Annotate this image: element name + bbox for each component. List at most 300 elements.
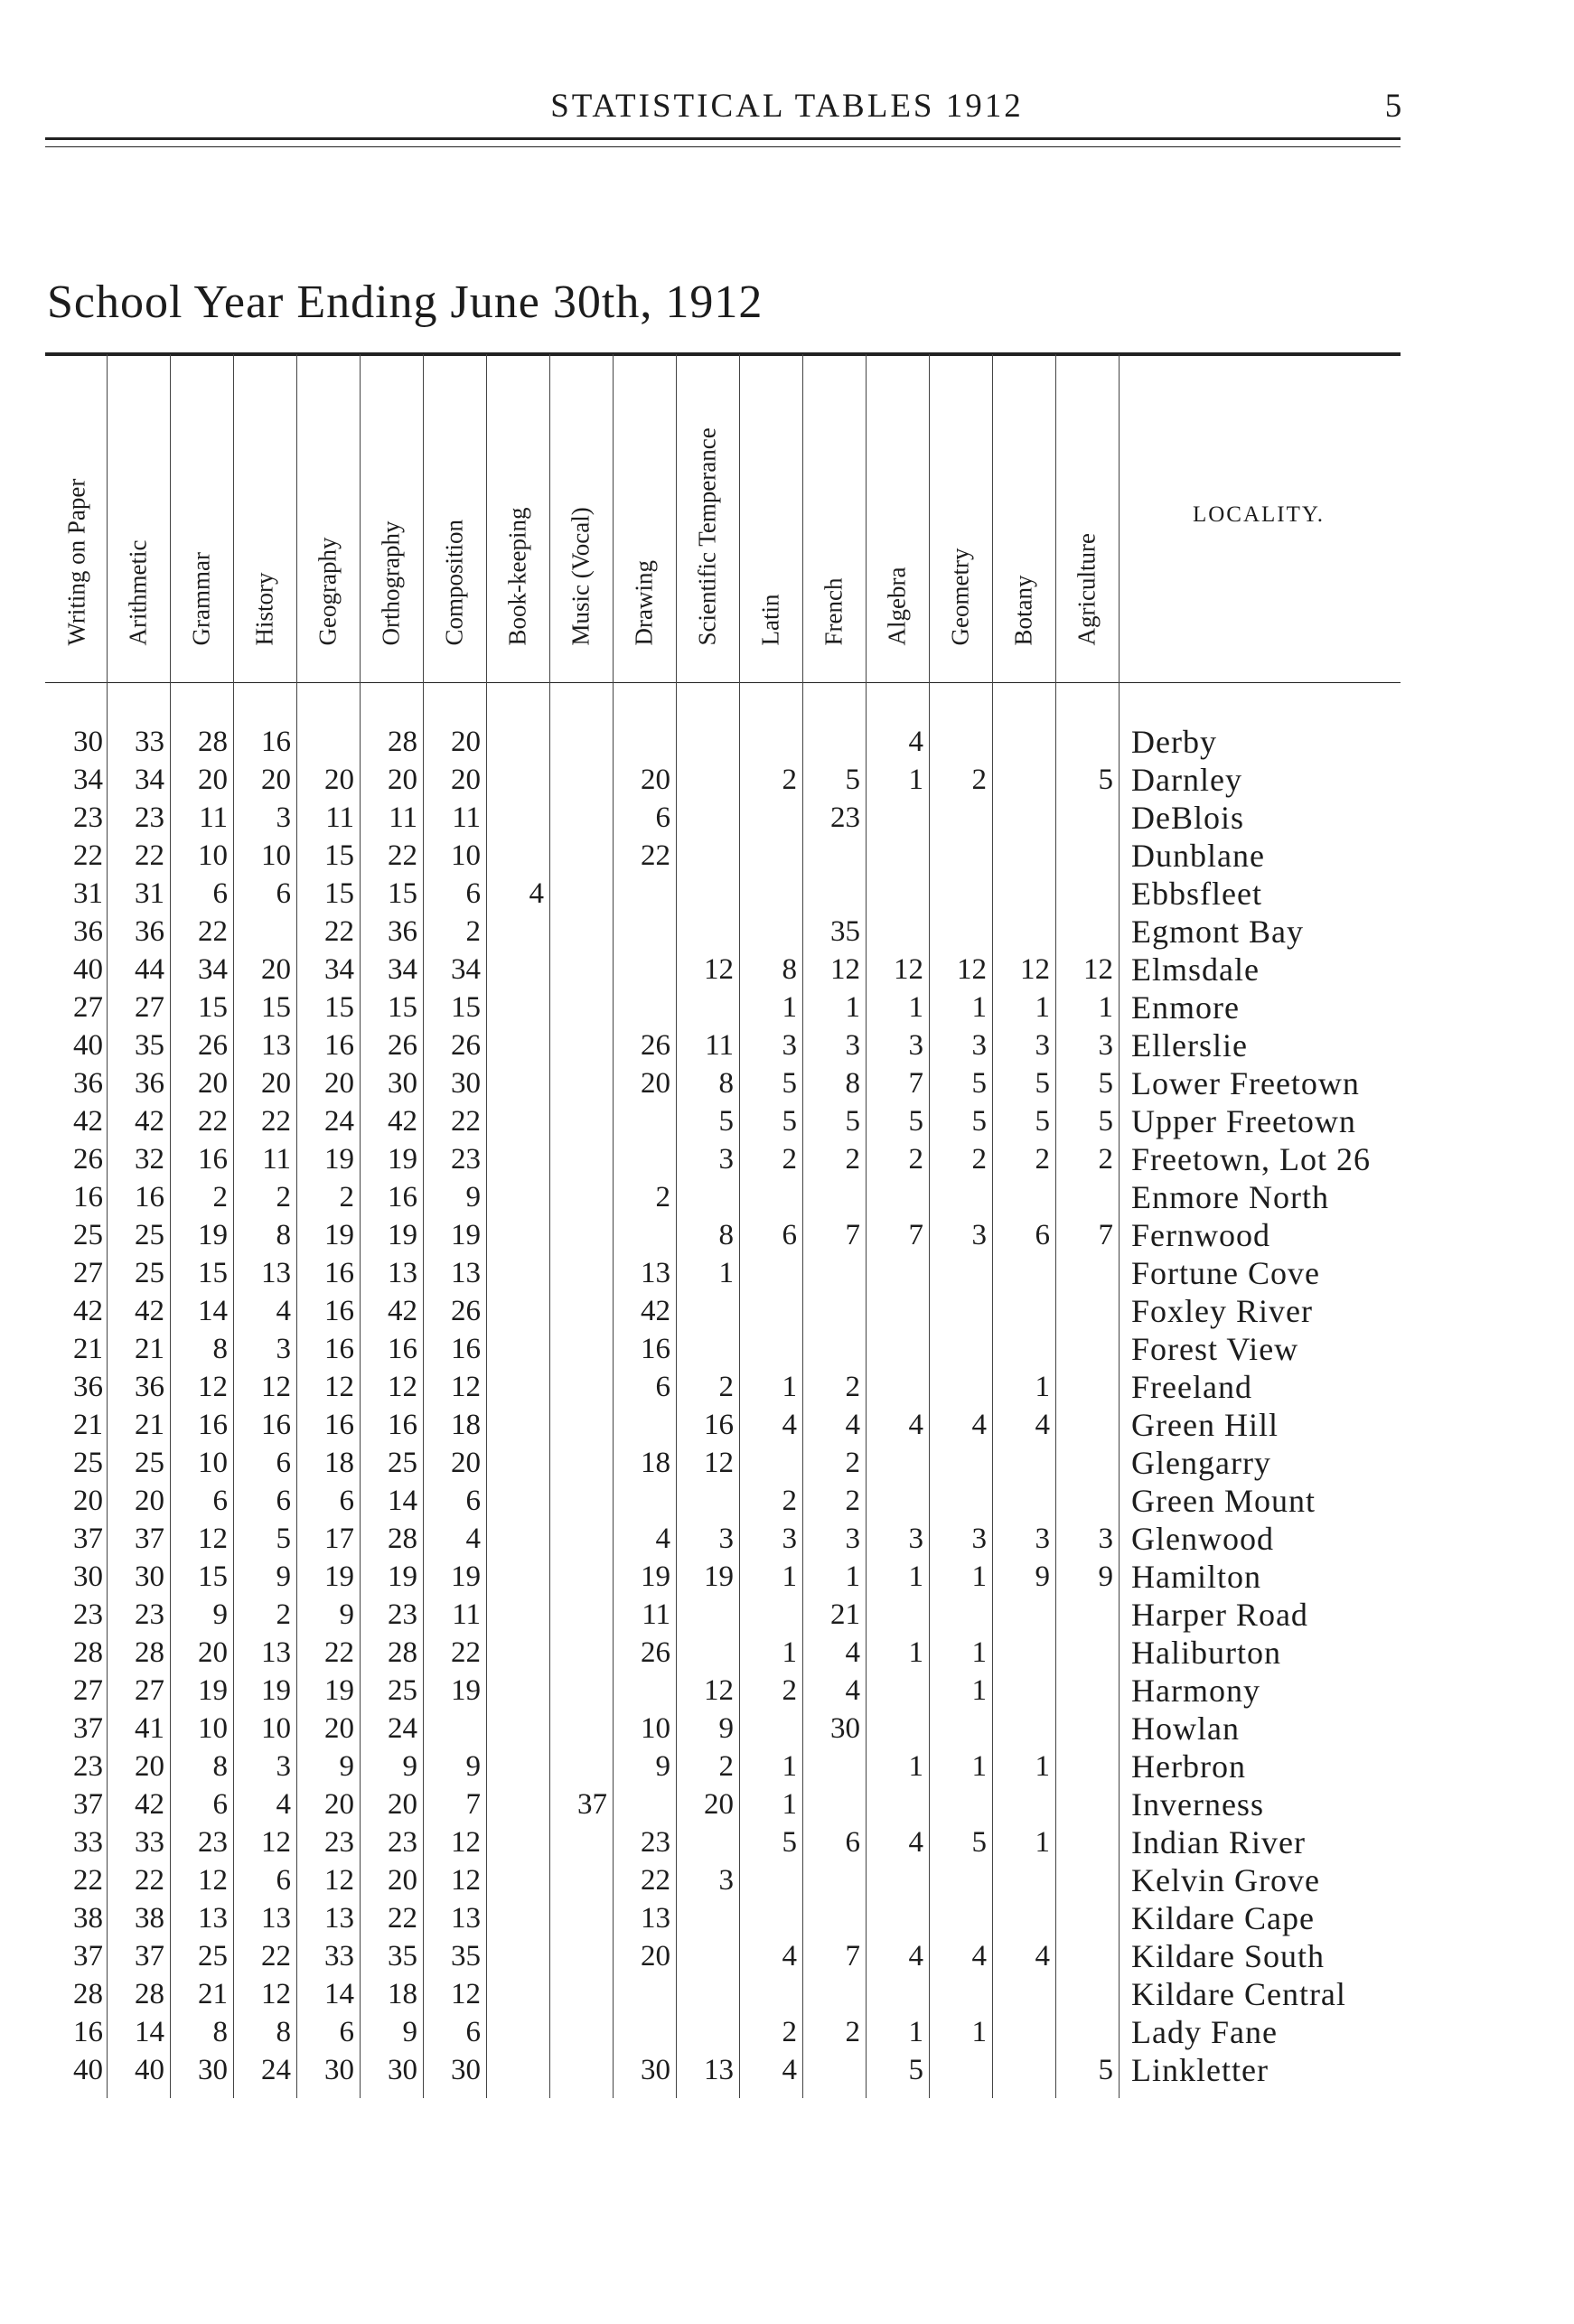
table-cell: 2 — [971, 764, 987, 796]
table-row — [0, 1861, 1574, 1899]
table-cell: 13 — [451, 1257, 481, 1289]
table-cell: 11 — [325, 801, 354, 834]
table-cell: 19 — [451, 1674, 481, 1707]
table-cell: 10 — [198, 839, 228, 872]
table-cell: 33 — [324, 1940, 354, 1973]
table-cell — [739, 1292, 802, 1330]
table-cell: 37 — [73, 1788, 103, 1821]
table-row — [0, 1254, 1574, 1292]
table-cell — [549, 1444, 613, 1482]
table-row — [0, 1937, 1574, 1975]
table-cell: 1 — [971, 1674, 987, 1707]
table-cell: 3 — [276, 1750, 291, 1783]
table-cell — [739, 1899, 802, 1937]
table-cell: 35 — [451, 1940, 481, 1973]
table-cell: 28 — [388, 726, 417, 758]
table-cell: 26 — [641, 1029, 670, 1062]
table-cell: 16 — [388, 1181, 417, 1214]
table-cell: 5 — [782, 1826, 797, 1859]
table-cell: 23 — [73, 1750, 103, 1783]
table-cell — [486, 1785, 549, 1823]
table-cell — [486, 951, 549, 989]
column-header — [107, 356, 170, 678]
column-header — [45, 356, 108, 678]
table-cell: 1 — [1098, 991, 1113, 1024]
table-cell: 13 — [261, 1029, 291, 1062]
table-cell — [486, 1823, 549, 1861]
column-header — [360, 356, 423, 678]
table-cell — [929, 1482, 992, 1520]
table-cell: 1 — [782, 1788, 797, 1821]
locality-name: Green Mount — [1131, 1483, 1316, 1519]
column-header-label: Music (Vocal) — [567, 507, 595, 646]
table-cell — [802, 1330, 866, 1368]
table-cell: 36 — [388, 915, 417, 948]
table-cell: 26 — [388, 1029, 417, 1062]
table-cell — [613, 1216, 676, 1254]
table-cell — [1055, 1178, 1119, 1216]
table-cell: 1 — [971, 1636, 987, 1669]
table-cell: 23 — [135, 1598, 164, 1631]
table-cell — [992, 1292, 1055, 1330]
table-cell: 35 — [135, 1029, 164, 1062]
table-cell — [486, 989, 549, 1026]
column-header-label: French — [820, 577, 848, 646]
table-cell: 2 — [465, 915, 481, 948]
table-cell: 3 — [1098, 1523, 1113, 1555]
table-cell: 12 — [324, 1371, 354, 1403]
table-cell: 22 — [73, 1864, 103, 1897]
table-cell — [676, 913, 739, 951]
table-cell — [549, 761, 613, 799]
table-cell: 16 — [324, 1295, 354, 1327]
table-cell: 4 — [908, 1826, 923, 1859]
table-cell: 40 — [73, 953, 103, 986]
table-cell: 25 — [388, 1447, 417, 1479]
table-cell: 3 — [971, 1219, 987, 1251]
table-cell: 1 — [845, 991, 860, 1024]
table-cell: 5 — [971, 1826, 987, 1859]
table-cell: 42 — [641, 1295, 670, 1327]
table-cell: 17 — [324, 1523, 354, 1555]
table-cell: 5 — [1035, 1067, 1050, 1100]
column-header-label: Botany — [1009, 575, 1037, 646]
table-cell — [676, 1899, 739, 1937]
locality-name: Enmore North — [1131, 1179, 1329, 1215]
table-cell: 16 — [135, 1181, 164, 1214]
table-cell: 20 — [73, 1485, 103, 1517]
table-row — [0, 1748, 1574, 1785]
table-cell: 30 — [198, 2054, 228, 2086]
table-cell: 30 — [451, 1067, 481, 1100]
table-cell: 38 — [73, 1902, 103, 1935]
table-cell: 37 — [135, 1523, 164, 1555]
column-header — [486, 356, 549, 678]
table-cell: 19 — [641, 1560, 670, 1593]
table-cell: 28 — [388, 1636, 417, 1669]
table-cell: 13 — [324, 1902, 354, 1935]
table-cell: 42 — [73, 1295, 103, 1327]
table-cell — [549, 723, 613, 761]
table-cell — [992, 2013, 1055, 2051]
column-header — [170, 356, 233, 678]
table-cell — [676, 723, 739, 761]
table-cell — [929, 1596, 992, 1634]
table-cell: 30 — [73, 726, 103, 758]
table-cell — [486, 2051, 549, 2089]
table-cell: 15 — [198, 991, 228, 1024]
table-cell: 16 — [198, 1143, 228, 1176]
table-cell: 23 — [830, 801, 860, 834]
table-cell: 10 — [198, 1447, 228, 1479]
table-cell: 20 — [135, 1485, 164, 1517]
table-cell — [1055, 1292, 1119, 1330]
table-cell: 42 — [73, 1105, 103, 1138]
table-cell — [802, 1748, 866, 1785]
table-cell: 22 — [451, 1636, 481, 1669]
table-cell — [1055, 1444, 1119, 1482]
table-row — [0, 1064, 1574, 1102]
table-cell: 2 — [908, 1143, 923, 1176]
locality-name: Lady Fane — [1131, 2014, 1278, 2050]
column-header-label: Latin — [756, 594, 784, 646]
column-header — [992, 356, 1055, 678]
locality-name: Kelvin Grove — [1131, 1862, 1320, 1898]
table-cell: 16 — [261, 1409, 291, 1441]
table-cell — [802, 1785, 866, 1823]
table-cell: 19 — [388, 1560, 417, 1593]
table-cell: 6 — [782, 1219, 797, 1251]
table-cell: 1 — [782, 991, 797, 1024]
table-cell: 25 — [198, 1940, 228, 1973]
table-cell: 14 — [135, 2016, 164, 2048]
locality-name: Glenwood — [1131, 1521, 1274, 1557]
table-cell — [549, 1406, 613, 1444]
table-cell — [739, 1710, 802, 1748]
table-cell: 30 — [135, 1560, 164, 1593]
table-cell: 2 — [782, 1674, 797, 1707]
table-cell: 11 — [452, 801, 481, 834]
table-cell: 12 — [261, 1826, 291, 1859]
column-header — [929, 356, 992, 678]
table-cell: 1 — [971, 991, 987, 1024]
page-number: 5 — [1384, 88, 1402, 125]
table-cell: 21 — [830, 1598, 860, 1631]
table-cell: 4 — [971, 1409, 987, 1441]
table-cell: 4 — [782, 1409, 797, 1441]
table-cell: 19 — [324, 1560, 354, 1593]
table-cell — [1055, 1823, 1119, 1861]
table-cell: 5 — [845, 1105, 860, 1138]
column-header — [549, 356, 613, 678]
table-cell — [802, 1975, 866, 2013]
column-header-label: Composition — [440, 519, 468, 646]
table-cell: 20 — [451, 764, 481, 796]
table-cell: 11 — [642, 1598, 670, 1631]
locality-name: Howlan — [1131, 1710, 1240, 1747]
table-cell: 1 — [971, 2016, 987, 2048]
table-cell — [992, 913, 1055, 951]
table-cell — [992, 1899, 1055, 1937]
table-cell — [549, 1899, 613, 1937]
table-cell: 22 — [198, 1105, 228, 1138]
table-cell: 4 — [655, 1523, 670, 1555]
column-header-label: Scientific Temperance — [693, 427, 721, 646]
table-cell — [929, 1330, 992, 1368]
table-cell: 38 — [135, 1902, 164, 1935]
table-cell: 22 — [135, 1864, 164, 1897]
table-cell: 30 — [830, 1712, 860, 1745]
table-cell: 20 — [261, 764, 291, 796]
table-cell — [613, 723, 676, 761]
table-cell: 30 — [324, 2054, 354, 2086]
table-cell: 7 — [845, 1940, 860, 1973]
table-cell — [1055, 837, 1119, 875]
table-row — [0, 761, 1574, 799]
table-cell: 1 — [782, 1636, 797, 1669]
table-cell — [1055, 875, 1119, 913]
table-cell — [802, 723, 866, 761]
table-cell: 30 — [451, 2054, 481, 2086]
table-cell — [613, 1140, 676, 1178]
table-cell — [613, 1406, 676, 1444]
table-cell — [929, 1368, 992, 1406]
table-cell: 1 — [1035, 1750, 1050, 1783]
table-cell — [802, 875, 866, 913]
table-cell — [676, 1634, 739, 1672]
table-cell: 5 — [971, 1105, 987, 1138]
table-cell: 4 — [908, 1940, 923, 1973]
table-cell — [866, 1482, 929, 1520]
table-cell — [549, 913, 613, 951]
table-cell — [1055, 1330, 1119, 1368]
table-cell — [929, 1710, 992, 1748]
table-cell: 16 — [324, 1029, 354, 1062]
table-cell: 19 — [324, 1143, 354, 1176]
table-cell: 31 — [73, 877, 103, 910]
table-cell: 34 — [324, 953, 354, 986]
table-cell — [739, 1861, 802, 1899]
table-cell — [549, 1368, 613, 1406]
table-cell: 35 — [830, 915, 860, 948]
table-cell — [549, 1254, 613, 1292]
table-cell: 20 — [451, 726, 481, 758]
table-row — [0, 723, 1574, 761]
table-cell: 34 — [73, 764, 103, 796]
table-cell — [739, 799, 802, 837]
table-cell: 13 — [261, 1257, 291, 1289]
table-cell: 13 — [641, 1257, 670, 1289]
table-cell: 10 — [261, 839, 291, 872]
table-cell: 21 — [198, 1978, 228, 2010]
table-cell: 27 — [135, 991, 164, 1024]
table-cell: 15 — [388, 877, 417, 910]
table-cell — [486, 1026, 549, 1064]
table-cell: 28 — [135, 1636, 164, 1669]
table-cell: 16 — [641, 1333, 670, 1365]
table-cell: 12 — [451, 1371, 481, 1403]
table-cell — [739, 837, 802, 875]
table-row — [0, 1558, 1574, 1596]
table-cell — [486, 1444, 549, 1482]
table-cell: 1 — [908, 2016, 923, 2048]
table-cell — [992, 2051, 1055, 2089]
table-cell: 34 — [135, 764, 164, 796]
table-cell: 27 — [135, 1674, 164, 1707]
table-cell: 34 — [198, 953, 228, 986]
table-cell: 23 — [451, 1143, 481, 1176]
column-header — [1055, 356, 1119, 678]
table-cell: 16 — [704, 1409, 734, 1441]
table-row — [0, 951, 1574, 989]
table-cell — [549, 989, 613, 1026]
table-cell: 20 — [198, 764, 228, 796]
table-cell — [992, 1596, 1055, 1634]
table-cell — [486, 1672, 549, 1710]
table-cell: 20 — [198, 1636, 228, 1669]
table-cell: 6 — [212, 1788, 228, 1821]
table-cell: 3 — [845, 1029, 860, 1062]
table-cell: 12 — [451, 1826, 481, 1859]
table-cell — [929, 2051, 992, 2089]
table-cell: 9 — [465, 1181, 481, 1214]
table-cell: 36 — [135, 1067, 164, 1100]
table-cell — [613, 989, 676, 1026]
table-cell: 19 — [451, 1219, 481, 1251]
table-cell — [486, 1937, 549, 1975]
table-cell: 16 — [451, 1333, 481, 1365]
table-cell: 27 — [73, 1674, 103, 1707]
column-header — [739, 356, 802, 678]
column-header — [296, 356, 360, 678]
table-cell: 4 — [845, 1674, 860, 1707]
table-cell: 15 — [388, 991, 417, 1024]
table-cell: 2 — [845, 1143, 860, 1176]
table-cell: 20 — [388, 1788, 417, 1821]
table-cell: 37 — [73, 1940, 103, 1973]
table-cell — [613, 2013, 676, 2051]
table-cell: 3 — [908, 1029, 923, 1062]
table-cell — [549, 1520, 613, 1558]
table-cell — [739, 1254, 802, 1292]
table-cell: 16 — [73, 2016, 103, 2048]
table-row — [0, 2013, 1574, 2051]
table-cell — [992, 1975, 1055, 2013]
table-cell: 4 — [465, 1523, 481, 1555]
table-cell — [866, 1444, 929, 1482]
table-cell: 36 — [73, 1067, 103, 1100]
table-cell: 22 — [451, 1105, 481, 1138]
table-cell: 19 — [451, 1560, 481, 1593]
table-cell: 22 — [324, 1636, 354, 1669]
column-header-label: Book-keeping — [503, 507, 531, 646]
table-cell: 30 — [641, 2054, 670, 2086]
table-cell: 15 — [324, 839, 354, 872]
table-cell — [866, 1178, 929, 1216]
table-cell — [1055, 1937, 1119, 1975]
table-cell: 19 — [261, 1674, 291, 1707]
locality-name: Kildare Cape — [1131, 1900, 1315, 1936]
table-row — [0, 1482, 1574, 1520]
table-cell: 1 — [1035, 1371, 1050, 1403]
table-cell: 5 — [718, 1105, 734, 1138]
table-cell: 36 — [73, 915, 103, 948]
table-cell — [992, 723, 1055, 761]
table-cell: 3 — [718, 1864, 734, 1897]
table-cell — [486, 799, 549, 837]
table-cell: 25 — [73, 1447, 103, 1479]
table-cell — [676, 837, 739, 875]
table-cell: 19 — [704, 1560, 734, 1593]
table-cell — [739, 723, 802, 761]
table-cell: 13 — [388, 1257, 417, 1289]
table-cell: 12 — [894, 953, 923, 986]
table-cell: 44 — [135, 953, 164, 986]
table-cell: 15 — [198, 1560, 228, 1593]
table-cell: 12 — [198, 1371, 228, 1403]
table-cell — [1055, 1899, 1119, 1937]
table-cell: 36 — [73, 1371, 103, 1403]
table-cell: 3 — [718, 1143, 734, 1176]
table-cell: 9 — [402, 1750, 417, 1783]
table-cell: 20 — [388, 1864, 417, 1897]
table-cell: 4 — [845, 1409, 860, 1441]
table-cell — [486, 1710, 549, 1748]
table-row — [0, 1710, 1574, 1748]
table-cell: 28 — [198, 726, 228, 758]
table-cell: 2 — [1035, 1143, 1050, 1176]
table-cell: 36 — [135, 1371, 164, 1403]
table-cell: 8 — [782, 953, 797, 986]
table-cell: 3 — [276, 1333, 291, 1365]
table-cell — [929, 723, 992, 761]
table-cell: 6 — [276, 1447, 291, 1479]
column-header — [423, 356, 486, 678]
table-cell — [486, 1520, 549, 1558]
table-cell — [739, 1975, 802, 2013]
table-cell: 12 — [1083, 953, 1113, 986]
table-cell: 1 — [908, 991, 923, 1024]
table-cell: 9 — [465, 1750, 481, 1783]
table-cell: 6 — [276, 1485, 291, 1517]
table-cell: 26 — [451, 1295, 481, 1327]
table-cell: 5 — [971, 1067, 987, 1100]
table-cell: 41 — [135, 1712, 164, 1745]
table-cell: 5 — [1035, 1105, 1050, 1138]
table-cell: 2 — [339, 1181, 354, 1214]
table-cell: 16 — [324, 1333, 354, 1365]
table-cell: 37 — [73, 1712, 103, 1745]
table-cell: 14 — [388, 1485, 417, 1517]
table-cell: 20 — [641, 1067, 670, 1100]
table-cell — [676, 1596, 739, 1634]
table-cell: 1 — [908, 1560, 923, 1593]
table-cell — [613, 875, 676, 913]
header-rule — [45, 137, 1401, 140]
table-cell — [549, 1823, 613, 1861]
table-cell: 2 — [718, 1750, 734, 1783]
table-cell — [1055, 1861, 1119, 1899]
table-cell: 12 — [324, 1864, 354, 1897]
table-cell: 4 — [529, 877, 544, 910]
table-cell: 16 — [388, 1333, 417, 1365]
column-header-label: Geography — [314, 537, 342, 646]
table-cell: 3 — [276, 801, 291, 834]
table-cell: 6 — [212, 1485, 228, 1517]
table-cell: 26 — [73, 1143, 103, 1176]
table-cell — [1055, 723, 1119, 761]
locality-name: Harmony — [1131, 1673, 1260, 1709]
